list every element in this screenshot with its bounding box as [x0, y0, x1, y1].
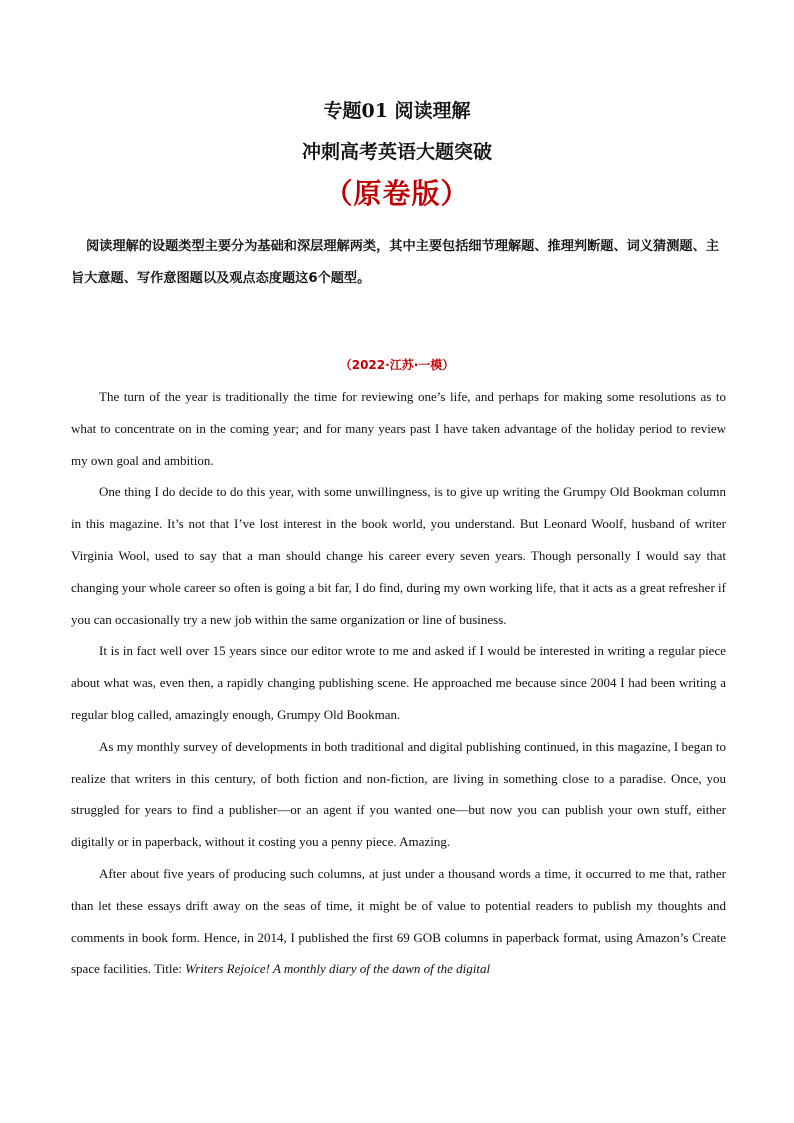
passage-paragraph-3: It is in fact well over 15 years since our editor wrote to me and asked if I would be interested in writing a regular piece about what was, even then, a rapidly changing publishing scene. He approached me because since 2004 I had been writing a regular blog called, amazingly enough, Grumpy Old Bookman.	[71, 643, 726, 722]
passage-source: （2022·江苏·一模）	[339, 358, 455, 372]
passage-paragraph-5	[71, 858, 726, 985]
passage-paragraph-1: The turn of the year is traditionally the time for reviewing one’s life, and perhaps for making some resolutions as to what to concentrate on in the coming year; and for many years past I have taken advantage of the holiday period to review my own goal and ambition.	[71, 389, 726, 468]
book-title: Writers Rejoice! A monthly diary of the dawn of the digital	[185, 961, 491, 977]
passage-paragraph-2: One thing I do decide to do this year, with some unwillingness, is to give up writing the Grumpy Old Bookman column in this magazine. It’s not that I’ve lost interest in the book world, you understand. But Leonard Woolf, husband of writer Virginia Wool, used to say that a man should change his career every seven years. Though personally I would say that changing your whole career so often is going a bit far, I do find, during my own working life, that it acts as a great refresher if you can occasionally try a new job within the same organization or line of business.	[71, 484, 726, 627]
passage-paragraph-5-text: After about five years of producing such columns, at just under a thousand words a time, it occurred to me that, rather than let these essays drift away on the seas of time, it might be of value to potential readers to publish my thoughts and comments in book form. Hence, in 2014, I published the first 69 GOB columns in paperback format, using Amazon’s Create space facilities. Title:	[71, 865, 726, 977]
passage-paragraph-4: As my monthly survey of developments in both traditional and digital publishing continued, in this magazine, I began to realize that writers in this century, of both fiction and non-fiction, are living in something close to a paradise. Once, you struggled for years to find a publisher—or an agent if you wanted one—but now you can publish your own stuff, either digitally or in paperback, without it costing you a penny piece. Amazing.	[71, 738, 726, 850]
edition-label: （原卷版）	[324, 177, 470, 210]
subtitle: 冲刺高考英语大题突破	[301, 141, 492, 163]
topic-title: 专题01 阅读理解	[323, 100, 471, 122]
passage-body	[71, 381, 726, 985]
intro-paragraph: 阅读理解的设题类型主要分为基础和深层理解两类，其中主要包括细节理解题、推理判断题、词义猜测题、主旨大意题、写作意图题以及观点态度题这6个题型。	[71, 239, 719, 286]
